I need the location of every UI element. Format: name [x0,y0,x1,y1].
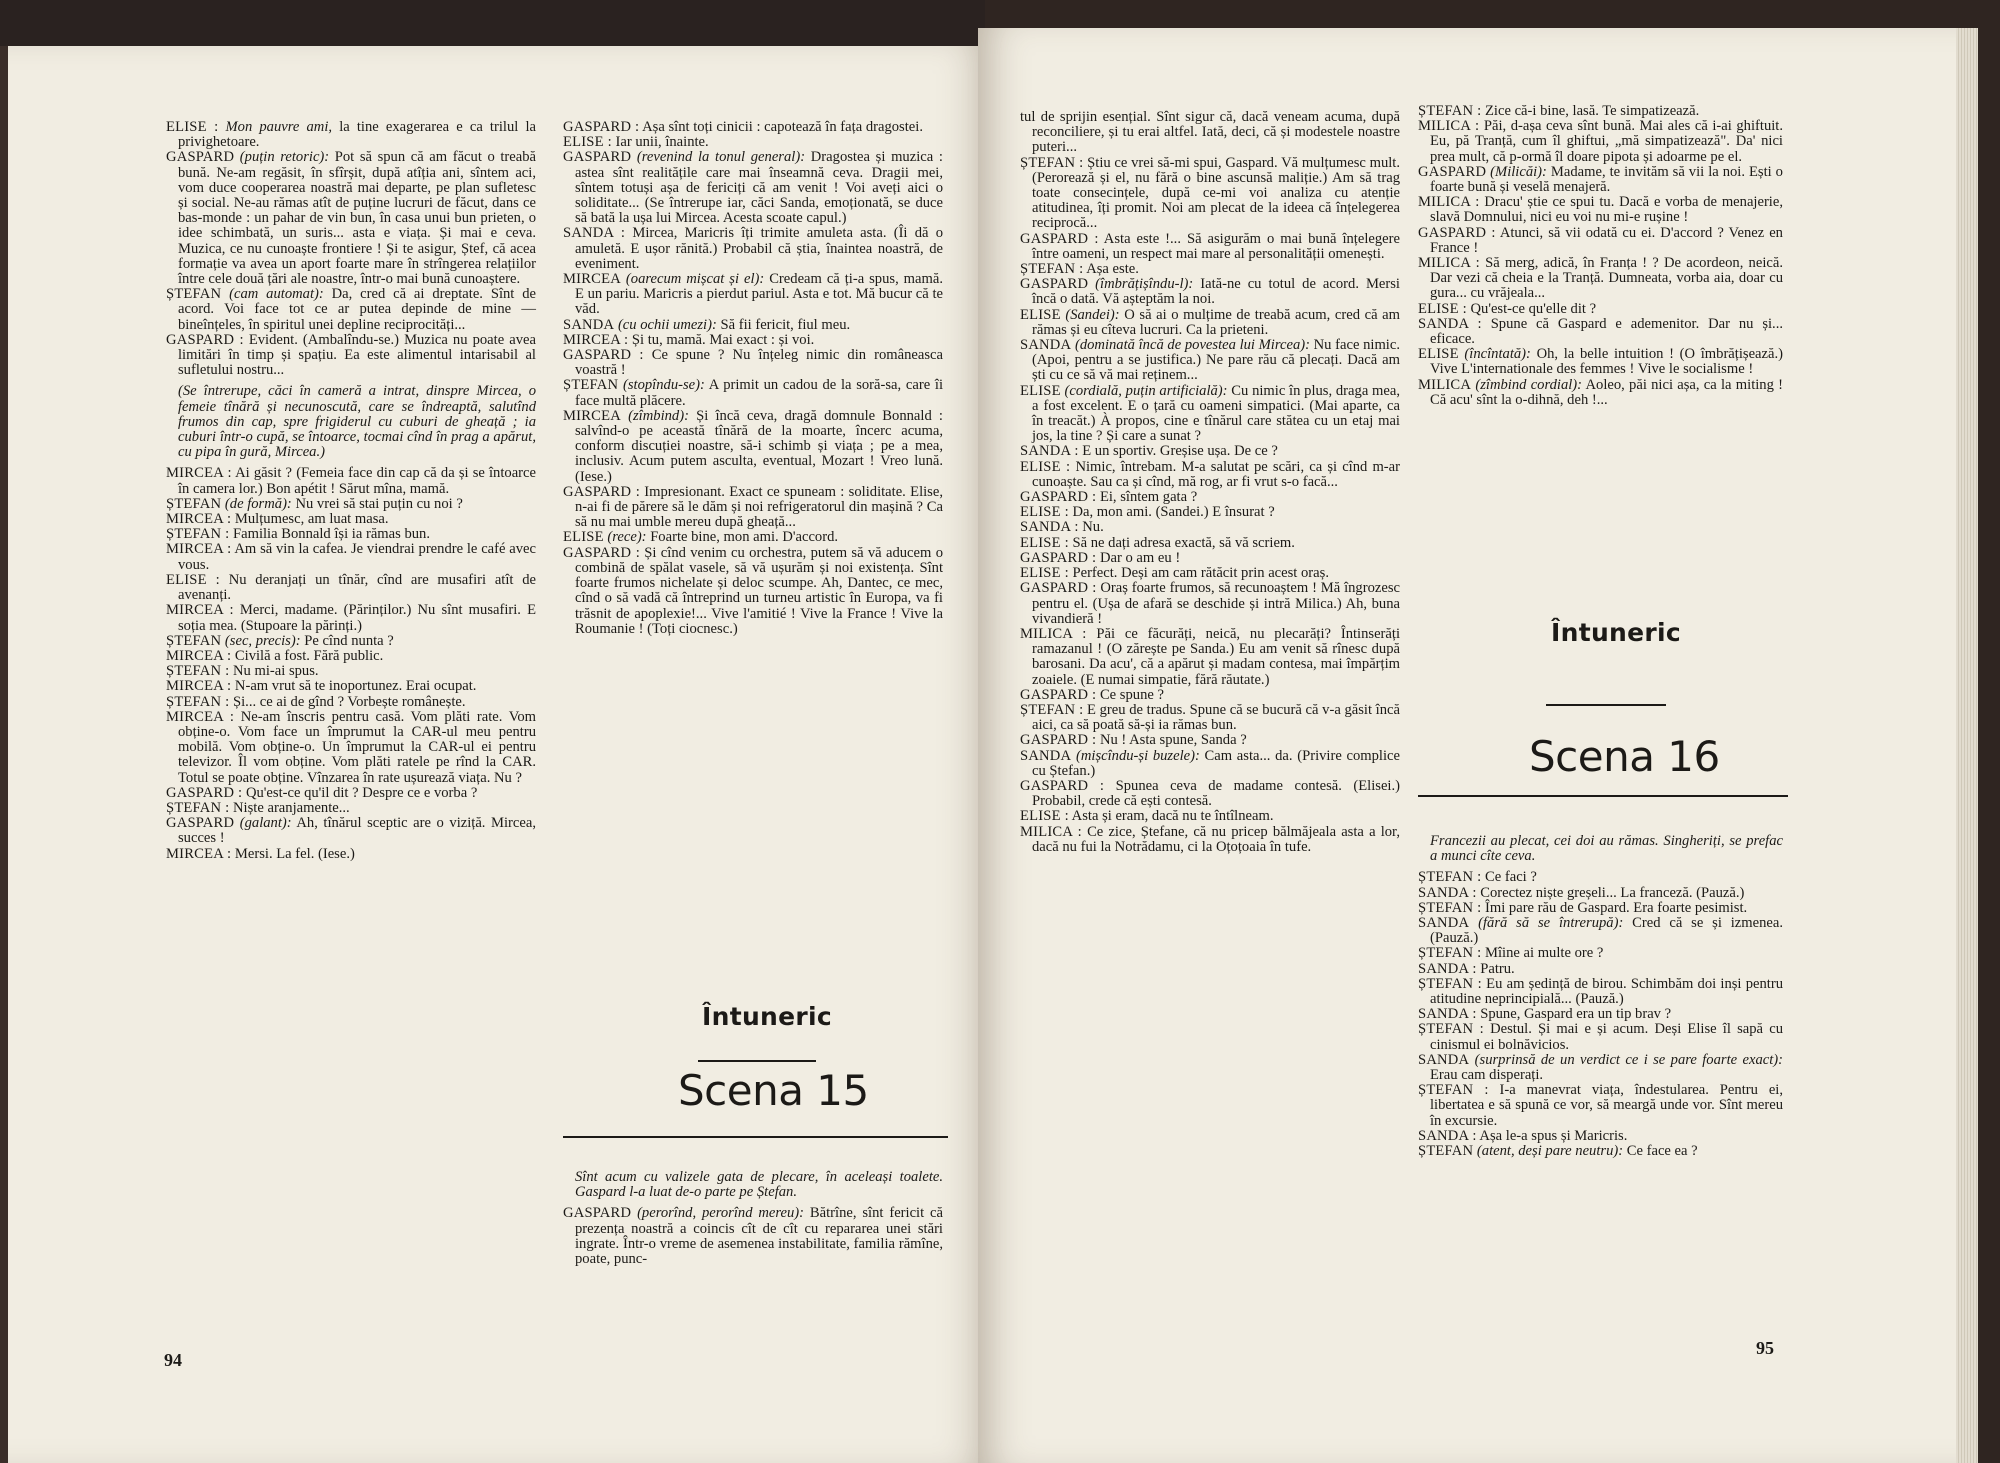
stage-direction: Sînt acum cu valizele gata de plecare, în aceleași toalete. Gaspard l-a luat de-o parte pe Ștefan. [575,1169,943,1201]
speaker-name: ȘTEFAN [166,286,222,303]
parenthetical: (stopîndu-se): [622,377,705,394]
line-text: Asta și eram, dacă nu te întîlneam. [1068,808,1274,825]
line-text: Familia Bonnald își ia rămas bun. [229,526,430,543]
line-text: Cu nimic în plus, draga mea, a fost excelent. E o țară cu oameni simpatici. (Mai aparte, ca în treacăt.) À propos, cine e tînărul care stătea cu un etaj mai jos, la tine ? Și care a sunat ? [1032,382,1401,445]
parenthetical: (îmbrățișîndu-l): [1095,276,1194,293]
dialogue-line [166,695,536,710]
dialogue-line [563,348,943,378]
dialogue-line [563,378,943,408]
left-page [8,46,990,1463]
dialogue-line [1020,232,1400,262]
line-text: Iar unii, înainte. [611,134,709,151]
speaker-name: ȘTEFAN [1418,1143,1474,1160]
parenthetical: (puțin retoric): [239,149,330,166]
line-text: Cred că se și izmenea. (Pauză.) [1430,915,1784,947]
dialogue-line [166,287,536,333]
right-page-number: 95 [1756,1338,1774,1358]
dialogue-line [1020,825,1400,855]
line-text: Dragostea și muzica : astea sînt realitățile care mai înseamnă ceva. Dragii mei, sîntem totuși așa de fericiți că am venit ! Voi aveți aici o soliditate... (Se întrerupe iar, căci Sanda, emoționată, se duce să bată la ușa lui Mircea. Acesta scoate capul.) [575,149,943,227]
speaker-name: ȘTEFAN : [1020,154,1084,171]
right-long-rule [1418,795,1788,797]
dialogue-line [166,649,536,664]
dialogue-line [1020,110,1400,156]
dialogue-line [563,135,943,150]
line-text: Oraș foarte frumos, să recunoaștem ! Mă îngrozesc pentru el. (Ușa de afară se deschide și intră Milica.) Ah, buna vivandieră ! [1032,580,1400,627]
line-text: Așa sînt toți cinicii : capotează în fața dragostei. [639,119,923,135]
line-text: Bătrîne, sînt fericit că prezența noastră a coincis cît de cît cu repararea unei stări ingrate. Într-o vreme de asemenea instabilitate, familia rămîne, poate, punc- [575,1205,943,1268]
dialogue-line [166,710,536,786]
line-text: Ce spune ? [1096,686,1164,703]
parenthetical: (cam automat): [229,286,324,303]
left-column-2-continued [563,1164,943,1267]
line-text: Mîine ai multe ore ? [1481,945,1604,962]
speaker-name: GASPARD : [1020,230,1099,247]
speaker-name: ELISE : [166,571,220,588]
parenthetical: (fără să se întrerupă): [1478,915,1624,932]
line-text: Ei, sîntem gata ? [1096,489,1198,506]
line-text: Dracu' știe ce spui tu. Dacă e vorba de menajerie, slavă Domnului, nici eu voi nu mi-e rușine ! [1430,194,1783,226]
speaker-name: GASPARD : [563,544,640,561]
speaker-name: GASPARD [166,815,235,832]
line-text: Nu face nimic. (Apoi, pentru a se justifica.) Ne pare rău că plecați. Dacă am ști cu ce să vă mai reținem... [1032,337,1400,384]
speaker-name: SANDA [1418,1051,1470,1068]
line-text: Pe cînd nunta ? [300,632,394,649]
parenthetical: (cordială, puțin artificială): [1064,382,1228,399]
parenthetical: (Milicăi): [1490,163,1547,180]
parenthetical: (perorînd, perorînd mereu): [637,1205,805,1222]
line-text: Ce face ea ? [1623,1143,1698,1160]
dialogue-line [1418,916,1783,946]
dialogue-line [1418,886,1783,901]
line-text: Și cînd venim cu orchestra, putem să vă aducem o combină de spălat vasele, să vă ușurăm și noi existența. Sînt foarte frumos nichelate și deloc scumpe. Ah, Dantec, ce mec, cînd o să vadă că întreprind un turneu artistic în Europa, va fi trăsnit de apoplexie!... Vive l'amitié ! Vive la France ! Vive la Roumanie ! (Toți ciocnesc.) [575,544,943,637]
parenthetical: (mișcîndu-și buzele): [1075,747,1200,764]
dialogue-line [563,333,943,348]
dialogue-line [166,786,536,801]
dialogue-line [166,603,536,633]
line-text: Patru. [1476,960,1515,977]
dialogue-line [166,497,536,512]
line-text: Să ne dați adresa exactă, să vă scriem. [1068,534,1295,551]
right-scene-title: Scena 16 [1529,732,1720,781]
line-text: Atunci, să vii odată cu ei. D'accord ? Venez en France ! [1430,224,1783,256]
line-text: Păi ce făcurăți, neică, nu plecarăți? Întinserăți ramazanul ! (O zărește pe Sanda.) Eu am venit să rînesc după barosani. Da acu', că a apărut și madam contesa, mai împărțim zoaiele. (E numai simpatie, fără răutate.) [1032,625,1400,688]
speaker-name: ELISE [1418,346,1459,363]
dialogue-line [1020,490,1400,505]
speaker-name: ELISE [563,529,604,546]
speaker-name: ELISE : [1418,300,1467,317]
right-column-2-continued [1418,828,1783,1159]
line-text: Ah, tînărul sceptic are o viziță. Mircea, succes ! [178,815,536,847]
speaker-name: SANDA [563,316,615,333]
dialogue-line [1418,1083,1783,1129]
parenthetical: (sec, precis): [224,632,301,649]
line-text: Ce spune ? Nu înțeleg nimic din româneasca voastră ! [575,347,943,379]
line-text: Așa le-a spus și Maricris. [1476,1127,1628,1144]
line-text: Evident. (Ambalîndu-se.) Muzica nu poate avea limitări în timp și spațiu. Ea este alimentul intarisabil al sufletului nostru... [178,331,536,379]
left-dark-heading: Întuneric [702,1002,833,1031]
line-text: Civilă a fost. Fără public. [231,647,384,664]
dialogue-line [1418,347,1783,377]
parenthetical: (zîmbind): [628,407,689,424]
line-text: Și tu, mamă. Mai exact : și voi. [628,331,815,348]
speaker-name: ȘTEFAN : [166,663,230,680]
speaker-name: ȘTEFAN : [1418,1082,1489,1099]
line-text: Așa este. [1083,261,1139,278]
speaker-name: ȘTEFAN [563,377,619,394]
dialogue-line [1418,302,1783,317]
dialogue-line [1020,308,1400,338]
dialogue-line [166,573,536,603]
speaker-name: MIRCEA : [166,465,232,482]
parenthetical: (cu ochii umezi): [617,316,717,333]
left-long-rule [563,1136,948,1138]
line-text: Da, mon ami. (Sandei.) E însurat ? [1068,504,1275,521]
dialogue-line [1418,1007,1783,1022]
dialogue-line [1418,104,1783,119]
left-page-number: 94 [164,1350,182,1370]
speaker-name: GASPARD : [1020,489,1097,506]
dialogue-line [1418,1022,1783,1052]
dialogue-line [1020,505,1400,520]
line-text: Mircea, Maricris îți trimite amuleta asta. (Îi dă o amuletă. E ușor rănită.) Probabil că știa, înaintea noastră, de eveniment. [575,225,943,272]
dialogue-line [1418,962,1783,977]
dialogue-line [563,120,943,135]
line-text: Să merg, adică, în Franța ! ? De acordeon, neică. Dar vezi că cheia e la Tranță. Dumneata, vorba aia, doar cu gura... cu vrăjeala... [1430,255,1783,302]
speaker-name: MIRCEA : [166,708,235,725]
dialogue-line [1418,317,1783,347]
speaker-name: MIRCEA : [563,331,629,348]
line-text: Ne-am înscris pentru casă. Vom plăti rate. Vom obține-o. Vom face un împrumut la CAR-ul meu pentru mobilă. Vom obține-o. Un împrumut la CAR-ul ei pentru televizor. Îl vom obține. Vom plăti ratele pe rînd la CAR. Totul se poate obține. Vînzarea în rate ușurează viața. Nu ? [178,708,536,786]
speaker-name: GASPARD : [166,784,243,801]
line-text: Ce zice, Ștefane, că nu pricep bălmăjeala asta a lor, dacă nu fui la Notrădamu, ci la Oțoțoaia în tufe. [1032,823,1400,855]
dialogue-line [1020,809,1400,824]
line-text: Erau cam disperați. [1430,1067,1544,1084]
dialogue-line [1418,378,1783,408]
dialogue-line [563,226,943,272]
speaker-name: MIRCEA : [166,511,232,528]
parenthetical: (dominată încă de povestea lui Mircea): [1074,337,1310,354]
line-text: Iată-ne cu totul de acord. Mersi încă o dată. Vă așteptăm la noi. [1032,276,1400,308]
line-text: Păi, d-așa ceva sînt bună. Mai ales că i-ai ghiftuit. Eu, pă Tranță, cum îl ghiftui, „mă simpatizează". Da' nici prea mult, că p-ormă îl doare pipota și adoarme pe el. [1430,118,1783,165]
line-text: Mersi. La fel. (Iese.) [231,845,355,862]
left-column-1 [166,120,536,862]
dialogue-line [1020,444,1400,459]
dialogue-line [563,272,943,318]
speaker-name: SANDA : [1020,443,1079,460]
dialogue-line [1418,256,1783,302]
line-text: Da, cred că ai dreptate. Sînt de acord. Voi face tot ce ar putea depinde de mine — bineînțeles, în spiritul unei depline reciprocități... [178,286,536,333]
speaker-name: MILICA [1418,376,1472,393]
dialogue-line [1020,688,1400,703]
dialogue-line [563,318,943,333]
dialogue-line [1418,1053,1783,1083]
line-text: Mulțumesc, am luat masa. [231,511,389,528]
speaker-name: SANDA [1020,337,1072,354]
line-text: Niște aranjamente... [229,799,350,816]
line-text: Spunea ceva de madame contesă. (Elisei.) Probabil, crede că ești contesă. [1032,777,1400,810]
speaker-name: GASPARD : [1020,580,1097,597]
dialogue-line [166,512,536,527]
speaker-name: SANDA : [1418,884,1477,901]
speaker-name: MILICA : [1020,823,1082,840]
parenthetical: (oarecum mișcat și el): [625,271,765,288]
parenthetical: (zîmbind cordial): [1475,376,1583,393]
dialogue-line [1418,977,1783,1007]
dialogue-line [166,120,536,150]
line-text: Oh, la belle intuition ! (O îmbrățișează.) Vive L'internationale des femmes ! Vive le socialisme ! [1430,346,1783,378]
line-text: Perfect. Deși am cam rătăcit prin acest oraș. [1068,565,1329,582]
speaker-name: GASPARD : [166,331,244,348]
dialogue-line [1418,870,1783,885]
speaker-name: GASPARD : [1020,732,1097,749]
speaker-name: MILICA : [1418,118,1480,135]
speaker-name: ȘTEFAN : [1418,945,1482,962]
parenthetical: (surprinsă de un verdict ce i se pare foarte exact): [1474,1051,1783,1068]
speaker-name: ȘTEFAN [166,632,222,649]
speaker-name: SANDA [1020,747,1072,764]
line-text: Spune, Gaspard era un tip brav ? [1476,1006,1672,1023]
speaker-name: MIRCEA : [166,678,232,695]
line-text: Foarte bine, mon ami. D'accord. [646,529,839,546]
speaker-name: MIRCEA [563,271,621,288]
speaker-name: MIRCEA [563,407,621,424]
dialogue-line [1020,338,1400,384]
speaker-name: SANDA : [563,225,626,242]
line-text: Îmi pare rău de Gaspard. Era foarte pesimist. [1481,899,1748,916]
dialogue-line [166,801,536,816]
right-dark-heading: Întuneric [1551,618,1682,647]
dialogue-line [166,527,536,542]
right-column-2 [1418,104,1783,408]
parenthetical: (revenind la tonul general): [636,149,806,166]
dialogue-line [1020,733,1400,748]
dialogue-line [1020,779,1400,809]
speaker-name: MIRCEA : [166,602,234,619]
speaker-name: GASPARD : [1020,686,1097,703]
line-text: Corectez niște greșeli... La franceză. (Pauză.) [1476,884,1745,901]
speaker-name: GASPARD : [1020,549,1097,566]
right-page [978,28,1978,1463]
speaker-name: ELISE : [1020,565,1069,582]
dialogue-line [166,150,536,287]
speaker-name: ȘTEFAN : [1418,899,1482,916]
speaker-name: GASPARD [563,1205,632,1222]
parenthetical: (rece): [607,529,647,546]
speaker-name: ELISE : [563,134,612,151]
dialogue-line [563,150,943,226]
speaker-name: GASPARD [563,149,632,166]
speaker-name: GASPARD [166,149,235,166]
parenthetical: (atent, deși pare neutru): [1476,1143,1624,1160]
dialogue-line [563,546,943,637]
dialogue-line [166,466,536,496]
stage-direction: (Se întrerupe, căci în cameră a intrat, dinspre Mircea, o femeie tînără și necunoscută, care se îndreaptă, salutînd frumos din cap, spre frigiderul cu cuburi de gheață ; ia cuburi într-o cupă, se întoarce, tocmai cînd în prag a apărut, cu pipa în gură, Mircea.) [178,383,536,461]
dialogue-line [1418,1129,1783,1144]
speaker-name: SANDA : [1418,960,1477,977]
line-text: E un sportiv. Greșise ușa. De ce ? [1078,443,1278,460]
speaker-name: ELISE : [1020,504,1069,521]
dialogue-line [1020,156,1400,232]
dialogue-line [1020,627,1400,688]
right-short-rule [1546,704,1666,706]
dialogue-line [1020,384,1400,445]
line-text: O să ai o mulțime de treabă acum, cred că am rămas și eu cîteva lucruri. Ca la prieteni. [1032,306,1400,338]
dialogue-line [1020,536,1400,551]
dialogue-line [1020,262,1400,277]
speaker-name: MIRCEA : [166,541,232,558]
line-text: Nu mi-ai spus. [229,663,319,680]
dialogue-line [1020,581,1400,627]
speaker-name: SANDA : [1418,315,1482,332]
speaker-name: ȘTEFAN : [1418,869,1482,886]
line-text: Să fii fericit, fiul meu. [716,316,851,333]
parenthetical: Mon pauvre ami, [225,119,333,135]
line-text: Nu deranjați un tînăr, cînd are musafiri atît de avenanți. [178,571,536,604]
speaker-name: GASPARD : [1020,777,1105,794]
right-column-1 [1020,110,1400,855]
dialogue-line [1418,195,1783,225]
dialogue-line [166,679,536,694]
line-text: Nu vrei să stai puțin cu noi ? [291,495,463,512]
parenthetical: (de formă): [224,495,292,512]
dialogue-line [563,485,943,531]
speaker-name: GASPARD : [1418,224,1496,241]
line-text: Am să vin la cafea. Je viendrai prendre le café avec vous. [178,541,537,573]
dialogue-line [563,530,943,545]
speaker-name: SANDA : [1418,1006,1477,1023]
line-text: Qu'est-ce qu'il dit ? Despre ce e vorba ? [242,784,478,801]
dialogue-line [1020,460,1400,490]
dialogue-line [563,1206,943,1267]
line-text: Qu'est-ce qu'elle dit ? [1466,300,1597,317]
line-text: Cam asta... da. (Privire complice cu Ștefan.) [1032,747,1400,779]
line-text: I-a manevrat viața, îndestularea. Pentru ei, libertatea e să spună ce vor, să meargă unde vor. Sînt mereu în excursie. [1430,1082,1784,1129]
speaker-name: GASPARD : [563,119,640,135]
speaker-name: GASPARD [1418,163,1487,180]
dialogue-line [1020,277,1400,307]
dialogue-line [1418,119,1783,165]
dialogue-line [1020,551,1400,566]
parenthetical: (încîntată): [1464,346,1531,363]
line-text: Impresionant. Exact ce spuneam : soliditate. Elise, n-ai fi de părere să le dăm și noi refrigeratorul din mașină ? Ca să nu mai umble mereu după gheață... [575,483,943,531]
line-text: E greu de tradus. Spune că se bucură că v-a găsit încă aici, ca să poată să-și ia rămas bun. [1032,701,1400,734]
speaker-name: GASPARD : [563,483,640,500]
dialogue-line [1418,901,1783,916]
line-text: Asta este !... Să asigurăm o mai bună înțelegere între oameni, un respect mai mare al personalității omenești. [1032,230,1400,262]
dialogue-line [1418,946,1783,961]
line-text: Nu ! Asta spune, Sanda ? [1096,732,1247,749]
speaker-name: ELISE [1020,382,1061,399]
speaker-name: ELISE : [1020,458,1071,475]
line-text: Nu. [1078,519,1104,536]
stage-direction: Francezii au plecat, cei doi au rămas. Singheriți, se prefac a munci cîte ceva. [1430,833,1783,865]
speaker-name: ȘTEFAN : [1418,1021,1484,1038]
speaker-name: GASPARD [1020,276,1089,293]
line-text: N-am vrut să te inoportunez. Erai ocupat. [231,678,477,695]
speaker-name: ȘTEFAN : [166,799,230,816]
dialogue-line [1020,566,1400,581]
line-text: Ai găsit ? (Femeia face din cap că da și se întoarce în camera lor.) Bon apétit ! Sărut mîna, mamă. [178,465,536,497]
line-text: Nimic, întrebam. M-a salutat pe scări, ca și cînd m-ar cunoaște. Sau ca și cînd, mă rog, ar fi vrut s-o facă... [1032,458,1400,490]
line-text: Destul. Și mai e și acum. Deși Elise îl sapă cu cinismul ei bolnăvicios. [1430,1021,1783,1053]
line-text: la tine exagerarea e ca trilul la privighetoare. [178,119,536,151]
speaker-name: ȘTEFAN : [1418,103,1482,119]
page-edges [1956,28,1978,1463]
line-text: tul de sprijin esențial. Sînt sigur că, dacă veneam acuma, după reconciliere, și tu erai altfel. Iată, deci, că și modestele noastre puteri... [1020,109,1400,156]
speaker-name: ELISE : [166,119,219,135]
speaker-name: GASPARD : [563,347,644,364]
dialogue-line [1020,703,1400,733]
dialogue-line [166,847,536,862]
line-text: Zice că-i bine, lasă. Te simpatizează. [1481,103,1700,119]
line-text: Știu ce vrei să-mi spui, Gaspard. Vă mulțumesc mult. (Perorează și el, nu fără o bine ascunsă maliție.) Am să trag toate consecințele, după ce-mi voi analiza cu atenție atitudinea, îți promit. Noi am plecat de la ideea că înțelegerea reciprocă... [1032,154,1401,232]
line-text: Ce faci ? [1481,869,1537,886]
left-scene-title: Scena 15 [678,1066,869,1115]
line-text: Și... ce ai de gînd ? Vorbește românește. [229,693,466,710]
dialogue-line [563,409,943,485]
dialogue-line [1020,520,1400,535]
parenthetical: (Sandei): [1065,306,1120,323]
line-text: Merci, madame. (Părinților.) Nu sînt musafiri. E soția mea. (Stupoare la părinți.) [178,602,536,634]
line-text: Eu am ședință de birou. Schimbăm doi inși pentru atitudine neprincipială... (Pauză.) [1430,975,1783,1008]
speaker-name: ȘTEFAN [166,495,222,512]
speaker-name: MILICA : [1020,625,1087,642]
speaker-name: MIRCEA : [166,647,232,664]
speaker-name: ELISE : [1020,534,1069,551]
dialogue-line [1020,749,1400,779]
line-text: Madame, te invităm să vii la noi. Ești o foarte bună și veselă menajeră. [1430,163,1783,196]
dialogue-line [1418,1144,1783,1159]
speaker-name: MIRCEA : [166,845,232,862]
speaker-name: ȘTEFAN : [1020,261,1084,278]
speaker-name: ȘTEFAN : [166,693,230,710]
line-text: A primit un cadou de la soră-sa, care îi face multă plăcere. [575,377,943,409]
line-text: Pot să spun că am făcut o treabă bună. Ne-am regăsit, în sfîrșit, după atîția ani, sîntem aci, vom duce cooperarea noastră mai departe, pe plan sufletesc și social. Ne-au rămas atît de puține lucruri de făcut, dans ce bas-monde : un pahar de vin bun, în casa unui bun prieten, o idee schimbată, un suris... asta e viața. Și mai e ceva. Muzica, ce nu cunoaște frontiere ! Și te asigur, Ștef, că acea formație va avea un aport foarte mare în strîngerea relațiilor între cele două țări ale noastre, într-o mai bună cunoaștere. [178,149,537,288]
dialogue-line [1418,226,1783,256]
line-text: Aoleo, păi nici așa, ca la miting ! Că acu' sînt la o-dihnă, deh !... [1430,376,1784,408]
speaker-name: ȘTEFAN : [1020,701,1084,718]
speaker-name: MILICA : [1418,194,1480,211]
speaker-name: SANDA : [1418,1127,1477,1144]
dialogue-line [166,333,536,379]
speaker-name: SANDA : [1020,519,1079,536]
speaker-name: ELISE [1020,306,1061,323]
dialogue-line [166,816,536,846]
speaker-name: SANDA [1418,915,1470,932]
dialogue-line [166,634,536,649]
dialogue-line [166,664,536,679]
left-column-2 [563,120,943,637]
speaker-name: MILICA : [1418,255,1480,272]
line-text: Credeam că ți-a spus, mamă. E un pariu. Maricris a pierdut pariul. Asta e tot. Mă bucur că te văd. [575,271,943,318]
speaker-name: ȘTEFAN : [166,526,230,543]
line-text: Dar o am eu ! [1096,549,1181,566]
parenthetical: (galant): [239,815,292,832]
speaker-name: ȘTEFAN : [1418,975,1482,992]
dialogue-line [1418,165,1783,195]
dialogue-line [166,542,536,572]
line-text: Spune că Gaspard e ademenitor. Dar nu și... eficace. [1430,315,1783,348]
left-short-rule [698,1060,816,1062]
line-text: Și încă ceva, dragă domnule Bonnald : salvînd-o pe această tînără de la moarte, încerc acuma, conform discuției noastre, să-i schimb și viața ; pe a mea, inclusiv. Acum putem asculta, eventual, Mozart ! Vreo lună. (Iese.) [575,407,943,485]
speaker-name: ELISE : [1020,808,1069,825]
